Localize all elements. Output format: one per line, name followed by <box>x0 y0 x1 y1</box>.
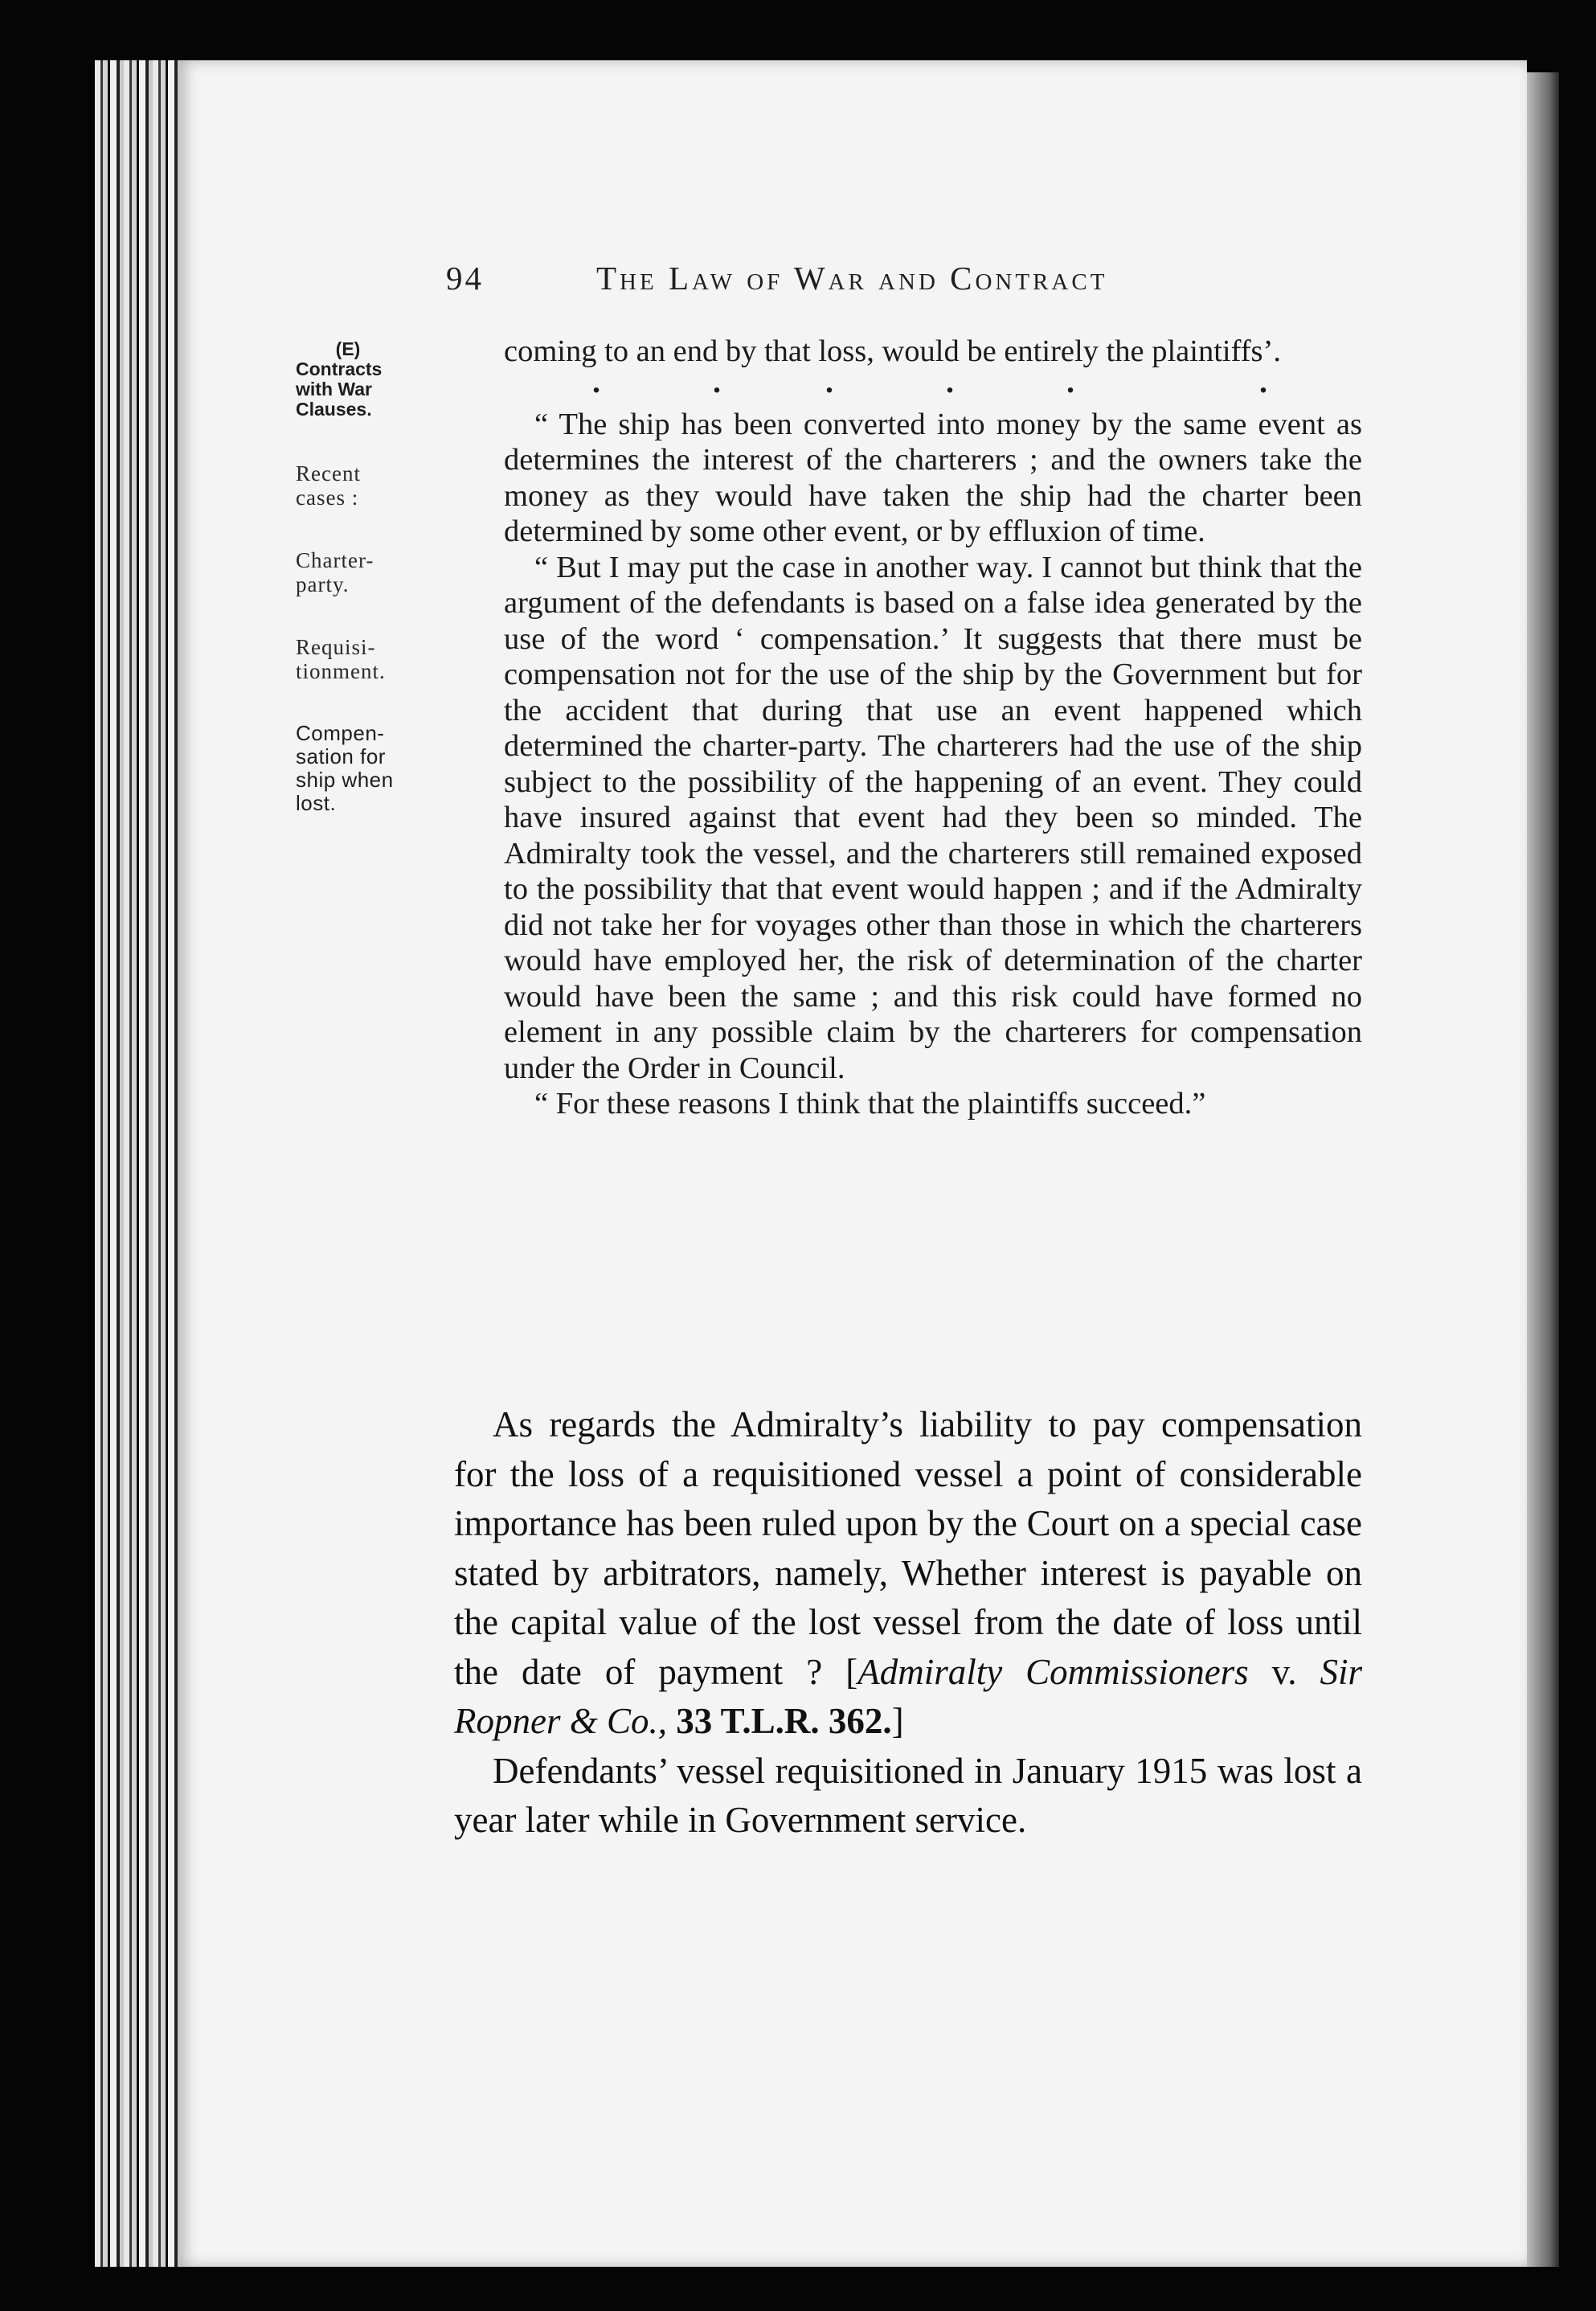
sidenote-line: Recent <box>296 461 361 486</box>
sidenote-section-letter: (E) <box>335 338 361 359</box>
omission-dot: . <box>825 363 833 400</box>
sidenote-requisitionment <box>296 635 448 683</box>
judgment-quotation <box>504 334 1362 1122</box>
omission-dot: . <box>592 363 600 400</box>
quote-paragraph-4: “ For these reasons I think that the plaintiffs succeed.” <box>534 1087 1206 1121</box>
sidenote-line: Compen- <box>296 721 385 745</box>
omission-dot: . <box>1066 363 1074 400</box>
sidenote-line: sation for <box>296 744 386 768</box>
sidenote-line: cases : <box>296 486 359 510</box>
sidenote-line: Charter- <box>296 548 374 572</box>
omission-dot: . <box>946 363 954 400</box>
sidenotes <box>296 339 448 854</box>
body-paragraph-2: Defendants’ vessel requisitioned in January 1915 was lost a year later while in Government service. <box>454 1750 1362 1840</box>
quote-omission-dots <box>504 363 1362 407</box>
body-paragraph-1 <box>454 1400 1362 1747</box>
case-name: Admiralty Commissioners <box>857 1651 1249 1692</box>
sidenote-line: tionment. <box>296 659 386 683</box>
sidenote-line: party. <box>296 572 350 596</box>
quote-paragraph-1: coming to an end by that loss, would be entirely the plaintiffs’. <box>504 334 1281 368</box>
quote-paragraph-2: “ The ship has been converted into money by the same event as determines the interest of the charterers ; and the owners take the money as they would have taken the ship had the charter been determined by some other event, or by efflux​ion of time. <box>504 407 1362 548</box>
sidenote-heading-line: Contracts <box>296 359 383 379</box>
page-right-edge <box>1527 72 1559 2267</box>
main-text <box>454 1400 1362 1846</box>
sidenote-recent-cases <box>296 461 448 510</box>
running-title: The Law of War and Contract <box>596 260 1108 297</box>
versus: v. <box>1248 1651 1320 1692</box>
sidenote-heading-line: Clauses. <box>296 399 372 420</box>
quote-paragraph-3: “ But I may put the case in another way. I cannot but think that the argument of the defendants is based on a false idea generated by the use of the word ‘ compensation.’ It suggests that there must be compensation not for the use of the ship by the Government but for the accident that during that use an event happened which determined the charter-party. The charterers had the use of the ship subject to the possibility of the happening of an event. They could have insured against that event had they been so minded. The Admiralty took the vessel, and the charterers still remained exposed to the possibility that that event would happen ; and if the Admiralty did not take her for voyages other than those in which the charterers would have employed her, the risk of determination of the charter would have been the same ; and this risk could have formed no element in any possible claim by the charterers for compensation under the Order in Council. <box>504 550 1362 1085</box>
sidenote-charter-party <box>296 548 448 596</box>
sidenote-heading-line: with War <box>296 379 372 400</box>
sidenote-compensation <box>296 722 448 815</box>
book-binding-edge <box>95 60 185 2267</box>
sidenote-line: ship when <box>296 768 394 792</box>
case-name: Sir Ropner & Co., <box>454 1651 1362 1741</box>
omission-dot: . <box>713 363 721 400</box>
body-text-run: As regards the Admiralty’s liability to pay compensation for the loss of a requisitioned vessel a point of considerable importance has been ruled upon by the Court on a special case stated by arbitrators, namely, Whether interest is payable on the capital value of the lost vessel from the date of loss until the date of payment ? [ <box>454 1404 1362 1692</box>
omission-dot: . <box>1259 363 1267 400</box>
law-report-citation: 33 T.L.R. 362. <box>667 1701 892 1741</box>
page-number: 94 <box>446 260 484 297</box>
sidenote-line: Requisi- <box>296 635 376 659</box>
sidenote-section-heading <box>296 339 448 420</box>
sidenote-line: lost. <box>296 791 337 815</box>
bracket-close: ] <box>891 1701 904 1741</box>
